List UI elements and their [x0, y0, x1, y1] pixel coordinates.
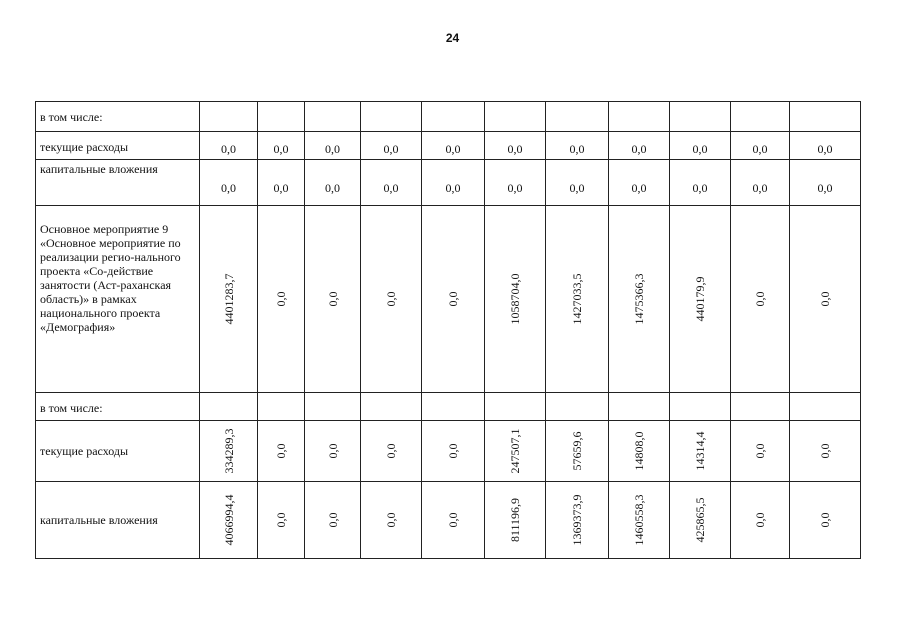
value-cell — [258, 160, 305, 206]
table-row — [36, 421, 861, 482]
value-cell — [305, 206, 361, 393]
cell-value: 0,0 — [221, 180, 236, 195]
value-cell — [258, 421, 305, 482]
row-label-cell — [36, 160, 200, 206]
value-cell — [790, 482, 861, 559]
cell-value: 0,0 — [325, 141, 340, 156]
table-row — [36, 102, 861, 132]
cell-value: 4401283,7 — [221, 273, 236, 325]
cell-value: 0,0 — [273, 180, 289, 195]
cell-value: 0,0 — [631, 180, 647, 195]
value-cell — [305, 421, 361, 482]
value-cell — [670, 421, 731, 482]
cell-value: 0,0 — [273, 141, 289, 156]
cell-value: 0,0 — [818, 443, 832, 459]
cell-value: 0,0 — [569, 141, 585, 156]
value-cell — [546, 206, 609, 393]
value-cell — [546, 482, 609, 559]
value-cell — [361, 393, 422, 421]
value-cell — [609, 421, 670, 482]
value-cell — [731, 206, 790, 393]
value-cell — [670, 206, 731, 393]
row-label-cell — [36, 393, 200, 421]
value-cell — [609, 160, 670, 206]
cell-value: 425865,5 — [693, 497, 707, 543]
value-cell — [546, 132, 609, 160]
cell-value: 0,0 — [817, 180, 833, 195]
row-label: текущие расходы — [40, 444, 129, 458]
row-label-cell — [36, 482, 200, 559]
value-cell — [731, 102, 790, 132]
value-cell — [258, 102, 305, 132]
value-cell — [258, 393, 305, 421]
value-cell — [485, 393, 546, 421]
cell-value: 0,0 — [752, 141, 768, 156]
cell-value: 0,0 — [384, 512, 398, 528]
value-cell — [546, 160, 609, 206]
value-cell — [790, 132, 861, 160]
cell-value: 0,0 — [692, 141, 708, 156]
value-cell — [790, 160, 861, 206]
value-cell — [361, 132, 422, 160]
cell-value: 0,0 — [446, 443, 460, 459]
cell-value: 1427033,5 — [570, 273, 584, 325]
value-cell — [670, 102, 731, 132]
value-cell — [361, 206, 422, 393]
cell-value: 4066994,4 — [221, 494, 236, 546]
cell-value: 0,0 — [692, 180, 708, 195]
row-label: текущие расходы — [40, 140, 129, 154]
value-cell — [731, 393, 790, 421]
cell-value: 0,0 — [752, 180, 768, 195]
value-cell — [361, 102, 422, 132]
cell-value: 14314,4 — [693, 431, 707, 471]
cell-value: 0,0 — [274, 512, 288, 528]
value-cell — [200, 482, 258, 559]
cell-value: 0,0 — [818, 291, 832, 307]
budget-table — [35, 101, 861, 559]
value-cell — [485, 132, 546, 160]
cell-value: 0,0 — [384, 443, 398, 459]
value-cell — [670, 482, 731, 559]
cell-value: 0,0 — [507, 180, 523, 195]
value-cell — [200, 132, 258, 160]
value-cell — [731, 482, 790, 559]
cell-value: 0,0 — [753, 291, 767, 307]
value-cell — [422, 421, 485, 482]
cell-value: 811196,9 — [508, 497, 522, 543]
row-label: капитальные вложения — [40, 513, 158, 527]
row-label-cell — [36, 421, 200, 482]
value-cell — [609, 393, 670, 421]
value-cell — [731, 421, 790, 482]
value-cell — [670, 160, 731, 206]
value-cell — [790, 102, 861, 132]
cell-value: 0,0 — [325, 291, 340, 307]
value-cell — [670, 132, 731, 160]
value-cell — [609, 132, 670, 160]
cell-value: 57659,6 — [570, 431, 584, 471]
cell-value: 0,0 — [753, 512, 767, 528]
value-cell — [258, 132, 305, 160]
page-number: 24 — [445, 31, 460, 45]
value-cell — [731, 132, 790, 160]
cell-value: 1460558,3 — [632, 494, 646, 546]
value-cell — [422, 132, 485, 160]
value-cell — [485, 421, 546, 482]
cell-value: 0,0 — [383, 141, 399, 156]
cell-value: 1475366,3 — [632, 273, 646, 325]
cell-value: 0,0 — [446, 291, 460, 307]
value-cell — [422, 102, 485, 132]
cell-value: 0,0 — [325, 180, 340, 195]
cell-value: 14808,0 — [632, 431, 646, 471]
table-row — [36, 132, 861, 160]
value-cell — [670, 393, 731, 421]
value-cell — [422, 393, 485, 421]
value-cell — [790, 206, 861, 393]
row-label: Основное мероприятие 9 «Основное мероприятие по реализации регио-нального проекта «Со-действие занятости (Аст-раханская область)» в рамках национального проекта «Демография» — [40, 222, 181, 334]
cell-value: 440179,9 — [693, 276, 707, 322]
row-label-cell — [36, 102, 200, 132]
value-cell — [305, 393, 361, 421]
value-cell — [305, 482, 361, 559]
cell-value: 0,0 — [384, 291, 398, 307]
value-cell — [790, 421, 861, 482]
cell-value: 0,0 — [221, 141, 236, 156]
value-cell — [200, 206, 258, 393]
value-cell — [485, 102, 546, 132]
table-row — [36, 160, 861, 206]
value-cell — [485, 160, 546, 206]
table-row — [36, 482, 861, 559]
cell-value: 0,0 — [818, 512, 832, 528]
value-cell — [258, 482, 305, 559]
value-cell — [361, 160, 422, 206]
cell-value: 0,0 — [631, 141, 647, 156]
row-label: в том числе: — [40, 401, 103, 415]
value-cell — [609, 206, 670, 393]
cell-value: 1058704,0 — [508, 273, 522, 325]
value-cell — [485, 206, 546, 393]
cell-value: 0,0 — [753, 443, 767, 459]
value-cell — [731, 160, 790, 206]
value-cell — [422, 160, 485, 206]
value-cell — [546, 102, 609, 132]
value-cell — [305, 160, 361, 206]
row-label: капитальные вложения — [40, 162, 158, 176]
cell-value: 0,0 — [817, 141, 833, 156]
value-cell — [305, 132, 361, 160]
value-cell — [200, 393, 258, 421]
cell-value: 334289,3 — [221, 428, 236, 474]
value-cell — [258, 206, 305, 393]
cell-value: 1369373,9 — [570, 494, 584, 546]
cell-value: 0,0 — [274, 443, 288, 459]
value-cell — [422, 482, 485, 559]
value-cell — [200, 160, 258, 206]
cell-value: 0,0 — [446, 512, 460, 528]
value-cell — [790, 393, 861, 421]
table-row — [36, 206, 861, 393]
cell-value: 0,0 — [445, 180, 461, 195]
value-cell — [200, 421, 258, 482]
cell-value: 247507,1 — [508, 428, 522, 474]
cell-value: 0,0 — [325, 512, 340, 528]
value-cell — [485, 482, 546, 559]
value-cell — [546, 421, 609, 482]
value-cell — [609, 482, 670, 559]
cell-value: 0,0 — [325, 443, 340, 459]
table-row — [36, 393, 861, 421]
value-cell — [200, 102, 258, 132]
row-label-cell — [36, 206, 200, 393]
row-label-cell — [36, 132, 200, 160]
cell-value: 0,0 — [445, 141, 461, 156]
value-cell — [546, 393, 609, 421]
value-cell — [609, 102, 670, 132]
cell-value: 0,0 — [274, 291, 288, 307]
value-cell — [361, 421, 422, 482]
cell-value: 0,0 — [383, 180, 399, 195]
row-label: в том числе: — [40, 110, 103, 124]
cell-value: 0,0 — [569, 180, 585, 195]
value-cell — [361, 482, 422, 559]
value-cell — [422, 206, 485, 393]
value-cell — [305, 102, 361, 132]
cell-value: 0,0 — [507, 141, 523, 156]
